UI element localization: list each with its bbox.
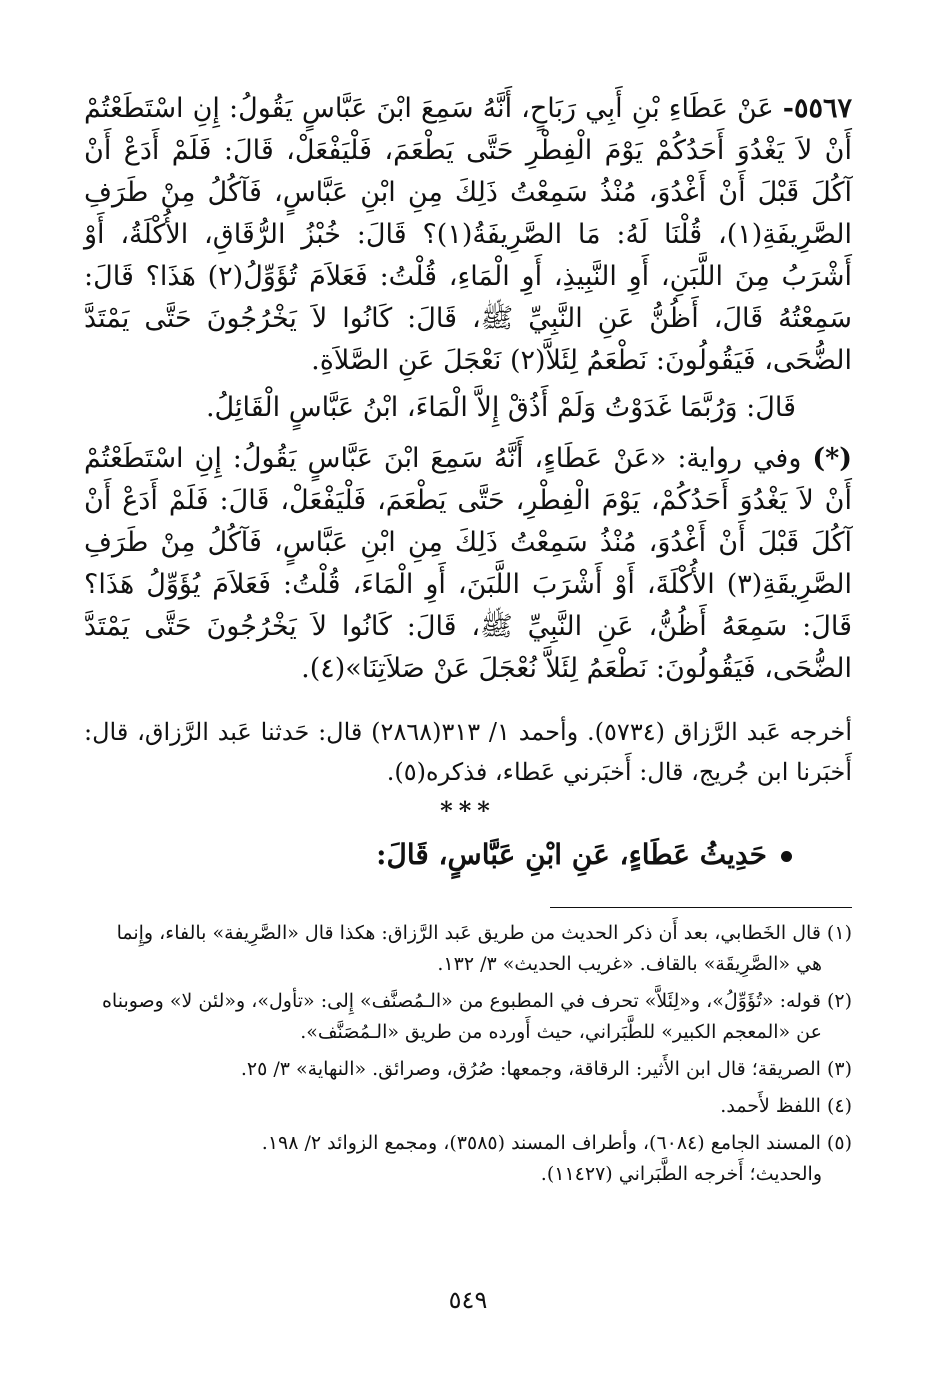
footnote-1-line1: (١) قال الخَطابي، بعد أَن ذكر الحديث من طريق عَبد الرَّزاق: هكذا قال «الصَّرِيفة» بالفاء، وإِنما	[116, 922, 852, 944]
footnote-5-line2: والحديث؛ أَخرجه الطَّبَراني (١١٤٢٧).	[540, 1163, 822, 1185]
riwaya-marker: (*)	[812, 443, 852, 474]
footnote-5	[84, 1128, 852, 1190]
hadith-paragraph	[84, 88, 852, 382]
footnote-1	[84, 918, 852, 980]
footnote-2-line1: (٢) قوله: «تُؤَوِّلُ»، و«لِئَلاَّ» تحرف في المطبوع من «الـمُصنَّف» إِلى: «تأول»، و«لئن لا» وصوبناه	[101, 990, 852, 1012]
book-page	[84, 88, 852, 1348]
footnote-divider	[550, 907, 852, 908]
next-hadith-heading	[84, 833, 852, 877]
footnote-4-line1: (٤) اللفظ لأَحمد.	[720, 1095, 852, 1117]
footnote-2-line2: عن «المعجم الكبير» للطَّبَراني، حيث أَورده من طريق «الـمُصَنَّف».	[300, 1021, 822, 1043]
next-hadith-heading-text: حَدِيثُ عَطَاءٍ، عَنِ ابْنِ عَبَّاسٍ، قَالَ:	[376, 838, 767, 871]
footnote-3	[84, 1054, 852, 1085]
riwaya-paragraph	[84, 438, 852, 690]
footnotes	[84, 918, 852, 1190]
footnote-2	[84, 986, 852, 1048]
page-number: ٥٤٩	[448, 1286, 488, 1314]
footnote-4	[84, 1091, 852, 1122]
footnote-5-line1: (٥) المسند الجامع (٦٠٨٤)، وأطراف المسند (٣٥٨٥)، ومجمع الزوائد ٢/ ١٩٨.	[261, 1132, 852, 1154]
hadith-closing: قَالَ: وَرُبَّمَا غَدَوْتُ وَلَمْ أَذُقْ إِلاَّ الْمَاءَ، ابْنُ عَبَّاسٍ الْقَائِلُ.	[205, 392, 796, 423]
hadith-number: ٥٥٦٧-	[782, 93, 852, 124]
hadith-text: عَنْ عَطَاءِ بْنِ أَبِي رَبَاحٍ، أَنَّهُ سَمِعَ ابْنَ عَبَّاسٍ يَقُولُ: إِنِ اسْتَطَعْتُمْ أَنْ لاَ يَغْدُوَ أَحَدُكُمْ يَوْمَ الْفِطْرِ حَتَّى يَطْعَمَ، فَلْيَفْعَلْ، قَالَ: فَلَمْ أَدَعْ أَنْ آكُلَ قَبْلَ أَنْ أَغْدُوَ، مُنْذُ سَمِعْتُ ذَلِكَ مِنِ ابْنِ عَبَّاسٍ، فَآكُلُ مِنْ طَرَفِ الصَّرِيفَةِ(١)، قُلْنَا لَهُ: مَا الصَّرِيفَةُ(١)؟ قَالَ: خُبْزُ الرُّقَاقِ، الأُكْلَةُ، أَوْ أَشْرَبُ مِنَ اللَّبَنِ، أَوِ النَّبِيذِ، أَوِ الْمَاءِ، قُلْتُ: فَعَلاَمَ تُؤَوِّلُ(٢) هَذَا؟ قَالَ: سَمِعْتُهُ قَالَ، أَظُنُّ عَنِ النَّبِيِّ ﷺ، قَالَ: كَانُوا لاَ يَخْرُجُونَ حَتَّى يَمْتَدَّ الضُّحَى، فَيَقُولُونَ: نَطْعَمُ لِئَلاَّ(٢) نَعْجَلَ عَنِ الصَّلاَةِ.	[84, 93, 852, 376]
footnote-3-line1: (٣) الصريقة؛ قال ابن الأَثير: الرقاقة، وجمعها: صُرُق، وصرائق. «النهاية» ٣/ ٢٥.	[240, 1058, 852, 1080]
takhrij-paragraph: أخرجه عَبد الرَّزاق (٥٧٣٤). وأحمد ١/ ٣١٣(٢٨٦٨) قال: حَدثنا عَبد الرَّزاق، قال: أَخبَرنا ابن جُريج، قال: أَخبَرني عَطاء، فذكره(٥).	[84, 718, 852, 786]
bullet-icon	[781, 851, 792, 862]
riwaya-text: وفي رواية: «عَنْ عَطَاءٍ، أَنَّهُ سَمِعَ ابْنَ عَبَّاسٍ يَقُولُ: إِنِ اسْتَطَعْتُمْ أَنْ لاَ يَغْدُوَ أَحَدُكُمْ، يَوْمَ الْفِطْرِ، حَتَّى يَطْعَمَ، فَلْيَفْعَلْ، قَالَ: فَلَمْ أَدَعْ أَنْ آكُلَ قَبْلَ أَنْ أَغْدُوَ، مُنْذُ سَمِعْتُ ذَلِكَ مِنِ ابْنِ عَبَّاسٍ، فَآكُلُ مِنْ طَرَفِ الصَّرِيقَةِ(٣) الأُكْلَةَ، أَوْ أَشْرَبَ اللَّبَنَ، أَوِ الْمَاءَ، قُلْتُ: فَعَلاَمَ يُؤَوِّلُ هَذَا؟ قَالَ: سَمِعَهُ أَظُنُّ، عَنِ النَّبِيِّ ﷺ، قَالَ: كَانُوا لاَ يَخْرُجُونَ حَتَّى يَمْتَدَّ الضُّحَى، فَيَقُولُونَ: نَطْعَمُ لِئَلاَّ نُعْجَلَ عَنْ صَلاَتِنَا»(٤).	[84, 443, 852, 684]
footnote-1-line2: هي «الصَّرِيقَة» بالقاف. «غريب الحديث» ٣/ ١٣٢.	[437, 953, 822, 975]
section-separator: ***	[440, 796, 496, 825]
